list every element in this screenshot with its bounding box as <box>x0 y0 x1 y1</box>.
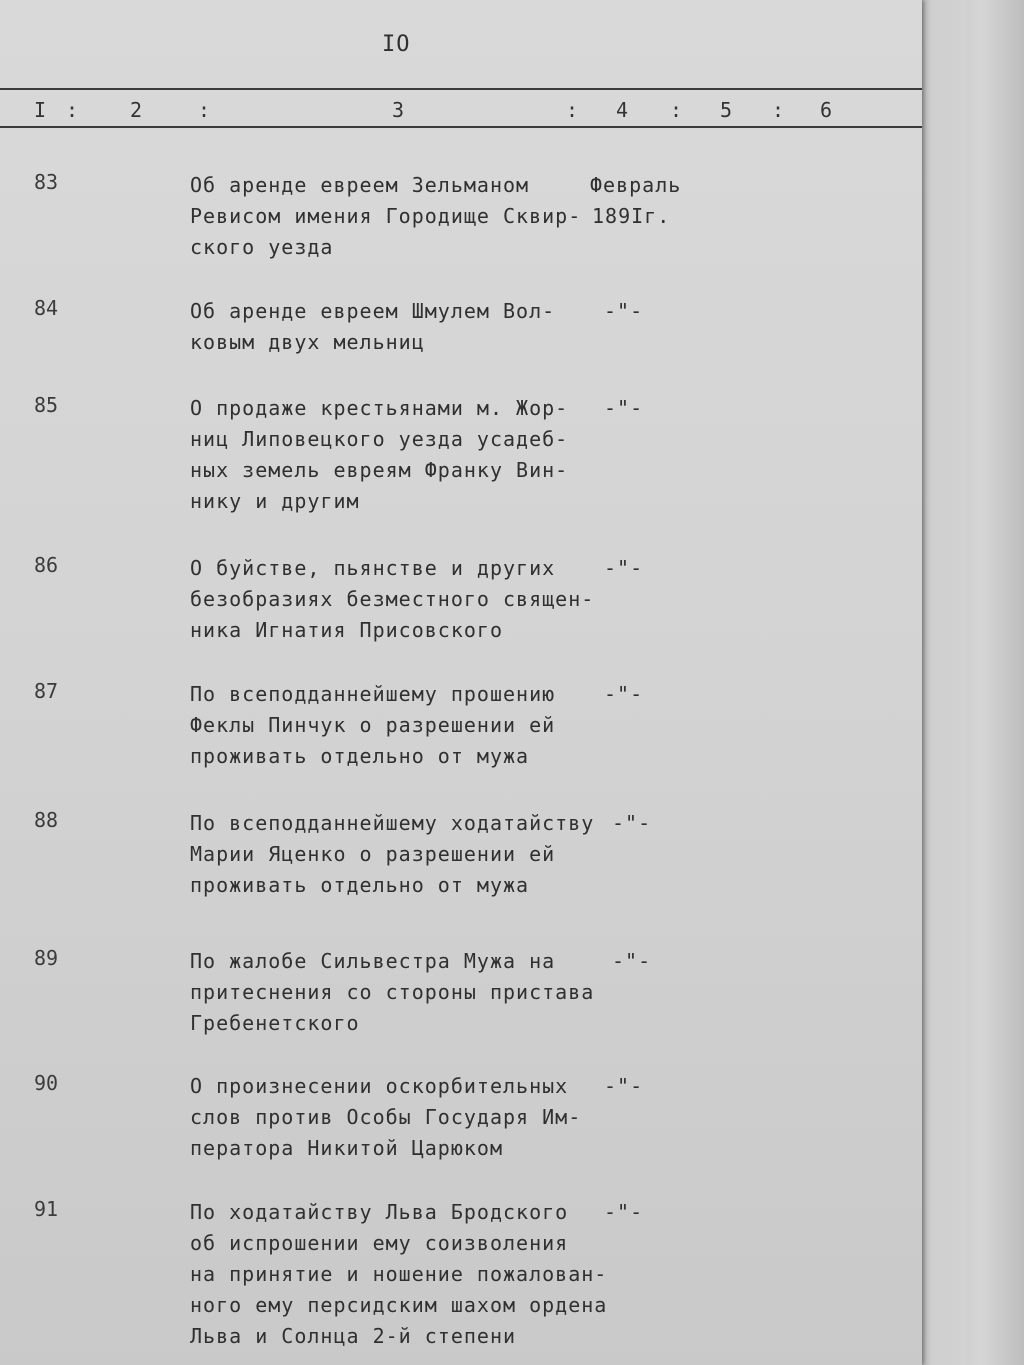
column-separator: : <box>772 98 785 122</box>
entry-line: Об аренде евреем Шмулем Вол- <box>190 299 556 323</box>
entry-date: -"- <box>604 1200 644 1224</box>
column-header-3: 3 <box>392 98 405 122</box>
entry-line: По всеподданнейшему ходатайству <box>190 811 595 835</box>
column-separator: : <box>670 98 683 122</box>
entry-number: 88 <box>34 808 59 832</box>
entry-number: 83 <box>34 170 59 194</box>
column-header-4: 4 <box>616 98 629 122</box>
entry-line: слов против Особы Государя Им- <box>190 1105 582 1129</box>
entry-line: Об аренде евреем Зельманом <box>190 173 530 197</box>
entry-line: О продаже крестьянами м. Жор- <box>190 396 569 420</box>
entry-date: -"- <box>604 1074 644 1098</box>
entry-number: 86 <box>34 553 59 577</box>
entry-line: ных земель евреям Франку Вин- <box>190 458 569 482</box>
entry-line: По ходатайству Льва Бродского <box>190 1200 569 1224</box>
entry-line: проживать отдельно от мужа <box>190 744 530 768</box>
entry-date-line: 189Iг. <box>592 204 671 228</box>
entry-date: -"- <box>612 811 652 835</box>
entry-line: на принятие и ношение пожалован- <box>190 1262 608 1286</box>
entry-line: об испрошении ему соизволения <box>190 1231 569 1255</box>
entry-line: притеснения со стороны пристава <box>190 980 595 1004</box>
entry-title <box>190 1197 610 1352</box>
entry-line: ника Игнатия Присовского <box>190 618 503 642</box>
entry-line: Ревисом имения Городище Сквир- <box>190 204 582 228</box>
entry-line: ниц Липовецкого уезда усадеб- <box>190 427 569 451</box>
entry-line: ператора Никитой Царюком <box>190 1136 503 1160</box>
entry-line: Гребенетского <box>190 1011 360 1035</box>
entry-line: Феклы Пинчук о разрешении ей <box>190 713 556 737</box>
entry-title <box>190 296 610 358</box>
column-header-6: 6 <box>820 98 833 122</box>
underlying-sheet-edge <box>916 0 967 1365</box>
entry-title <box>190 170 610 263</box>
entry-number: 89 <box>34 946 59 970</box>
entry-date: -"- <box>604 396 644 420</box>
entry-title <box>190 946 610 1039</box>
entry-number: 85 <box>34 393 59 417</box>
entry-title <box>190 679 610 772</box>
entry-title <box>190 808 610 901</box>
entry-number: 91 <box>34 1197 59 1221</box>
entry-line: ного ему персидским шахом ордена <box>190 1293 608 1317</box>
entry-date: -"- <box>604 299 644 323</box>
entry-date-line: Февраль <box>590 173 682 197</box>
entry-line: проживать отдельно от мужа <box>190 873 530 897</box>
entry-number: 84 <box>34 296 59 320</box>
column-header-2: 2 <box>130 98 143 122</box>
entry-line: безобразиях безместного священ- <box>190 587 595 611</box>
entry-line: нику и другим <box>190 489 360 513</box>
entry-line: ковым двух мельниц <box>190 330 425 354</box>
entry-line: ского уезда <box>190 235 334 259</box>
entry-date: -"- <box>612 949 652 973</box>
column-header-5: 5 <box>720 98 733 122</box>
entry-date: -"- <box>604 556 644 580</box>
column-separator: : <box>198 98 211 122</box>
entry-line: Льва и Солнца 2-й степени <box>190 1324 517 1348</box>
header-top-rule <box>0 88 922 90</box>
entry-line: По жалобе Сильвестра Мужа на <box>190 949 556 973</box>
entry-title <box>190 1071 610 1164</box>
entry-title <box>190 553 610 646</box>
column-separator: : <box>66 98 79 122</box>
entry-line: Марии Яценко о разрешении ей <box>190 842 556 866</box>
entry-date: -"- <box>604 682 644 706</box>
entry-line: О буйстве, пьянстве и других <box>190 556 556 580</box>
page-number: IO <box>382 32 411 57</box>
entry-number: 90 <box>34 1071 59 1095</box>
entry-number: 87 <box>34 679 59 703</box>
entry-line: О произнесении оскорбительных <box>190 1074 569 1098</box>
column-separator: : <box>566 98 579 122</box>
entry-title <box>190 393 610 517</box>
header-bottom-rule <box>0 126 922 128</box>
column-header-1: I <box>34 98 47 122</box>
entry-date <box>590 170 681 232</box>
entry-line: По всеподданнейшему прошению <box>190 682 556 706</box>
